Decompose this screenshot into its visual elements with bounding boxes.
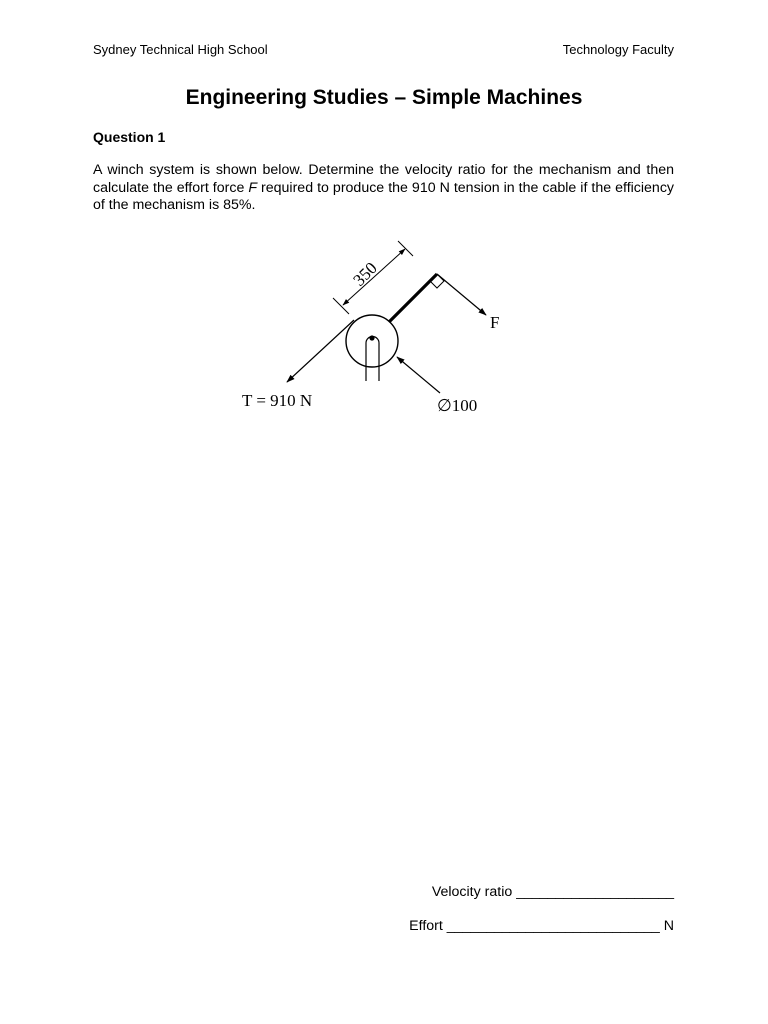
pivot-pin: [369, 335, 374, 340]
diameter-leader-arrow: [397, 357, 440, 393]
tension-cable-arrow: [287, 320, 354, 382]
page-title: Engineering Studies – Simple Machines: [185, 86, 583, 109]
effort-answer-line: Effort ___________________________ N: [409, 918, 674, 934]
question-label: Question 1: [93, 129, 166, 145]
header-faculty: Technology Faculty: [562, 42, 674, 57]
question-text-part2: required to produce the 910 N tension in the cable if the efficiency of the mechanism is 85%.: [93, 179, 675, 213]
dimension-extension-lower: [333, 298, 349, 314]
diameter-label: ∅100: [437, 396, 478, 415]
effort-force-arrow: [437, 274, 486, 315]
force-symbol: F: [248, 179, 258, 196]
question-text: [93, 162, 674, 215]
winch-diagram: [238, 232, 512, 427]
question-text-part1: A winch system is shown below. Determine the velocity ratio for the mechanism and then calculate the effort force: [93, 162, 674, 196]
velocity-ratio-answer-line: Velocity ratio ____________________: [431, 884, 674, 900]
support-bracket: [366, 337, 379, 381]
header-school: Sydney Technical High School: [93, 42, 268, 57]
dimension-label-350: 350: [349, 258, 381, 290]
tension-label: T = 910 N: [242, 391, 313, 410]
force-label: F: [490, 313, 500, 332]
